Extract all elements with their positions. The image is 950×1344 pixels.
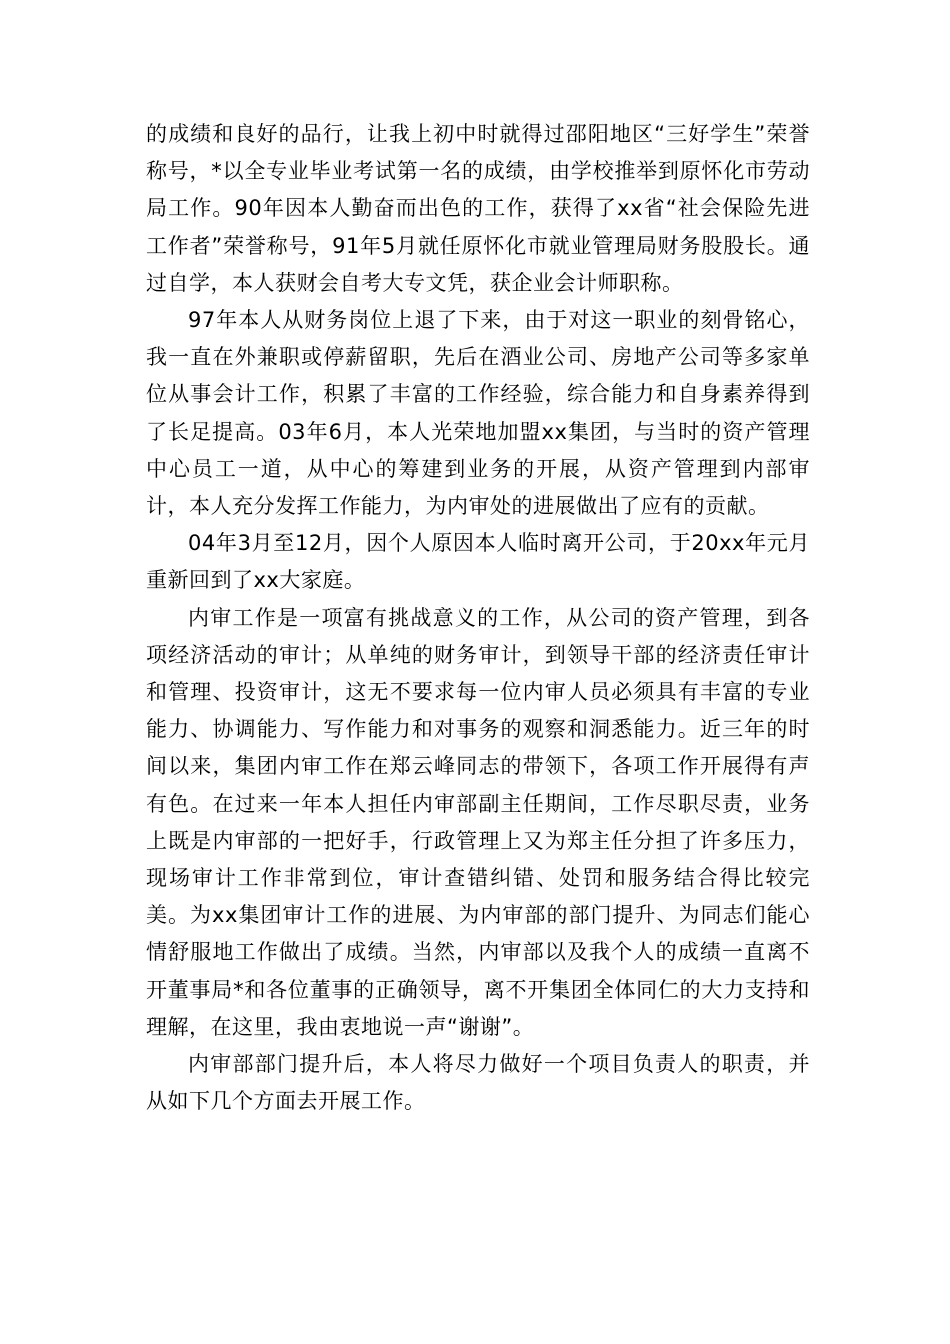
- paragraph-5: 内审部部门提升后，本人将尽力做好一个项目负责人的职责，并从如下几个方面去开展工作。: [146, 1052, 810, 1114]
- paragraph-2: 97年本人从财务岗位上退了下来，由于对这一职业的刻骨铭心，我一直在外兼职或停薪留职，先后在酒业公司、房地产公司等多家单位从事会计工作，积累了丰富的工作经验，综合能力和自身素养得到了长足提高。03年6月，本人光荣地加盟xx集团，与当时的资产管理中心员工一道，从中心的筹建到业务的开展，从资产管理到内部审计，本人充分发挥工作能力，为内审处的进展做出了应有的贡献。: [146, 308, 810, 519]
- document-body: [146, 116, 810, 1120]
- paragraph-3: 04年3月至12月，因个人原因本人临时离开公司，于20xx年元月重新回到了xx大家庭。: [146, 531, 810, 593]
- paragraph-4: 内审工作是一项富有挑战意义的工作，从公司的资产管理，到各项经济活动的审计；从单纯的财务审计，到领导干部的经济责任审计和管理、投资审计，这无不要求每一位内审人员必须具有丰富的专业能力、协调能力、写作能力和对事务的观察和洞悉能力。近三年的时间以来，集团内审工作在郑云峰同志的带领下，各项工作开展得有声有色。在过来一年本人担任内审部副主任期间，工作尽职尽责，业务上既是内审部的一把好手，行政管理上又为郑主任分担了许多压力，现场审计工作非常到位，审计查错纠错、处罚和服务结合得比较完美。为xx集团审计工作的进展、为内审部的部门提升、为同志们能心情舒服地工作做出了成绩。当然，内审部以及我个人的成绩一直离不开董事局*和各位董事的正确领导，离不开集团全体同仁的大力支持和理解，在这里，我由衷地说一声“谢谢”。: [146, 605, 810, 1039]
- paragraph-1: 的成绩和良好的品行，让我上初中时就得过邵阳地区“三好学生”荣誉称号，*以全专业毕业考试第一名的成绩，由学校推举到原怀化市劳动局工作。90年因本人勤奋而出色的工作，获得了xx省“社会保险先进工作者”荣誉称号，91年5月就任原怀化市就业管理局财务股股长。通过自学，本人获财会自考大专文凭，获企业会计师职称。: [146, 122, 810, 295]
